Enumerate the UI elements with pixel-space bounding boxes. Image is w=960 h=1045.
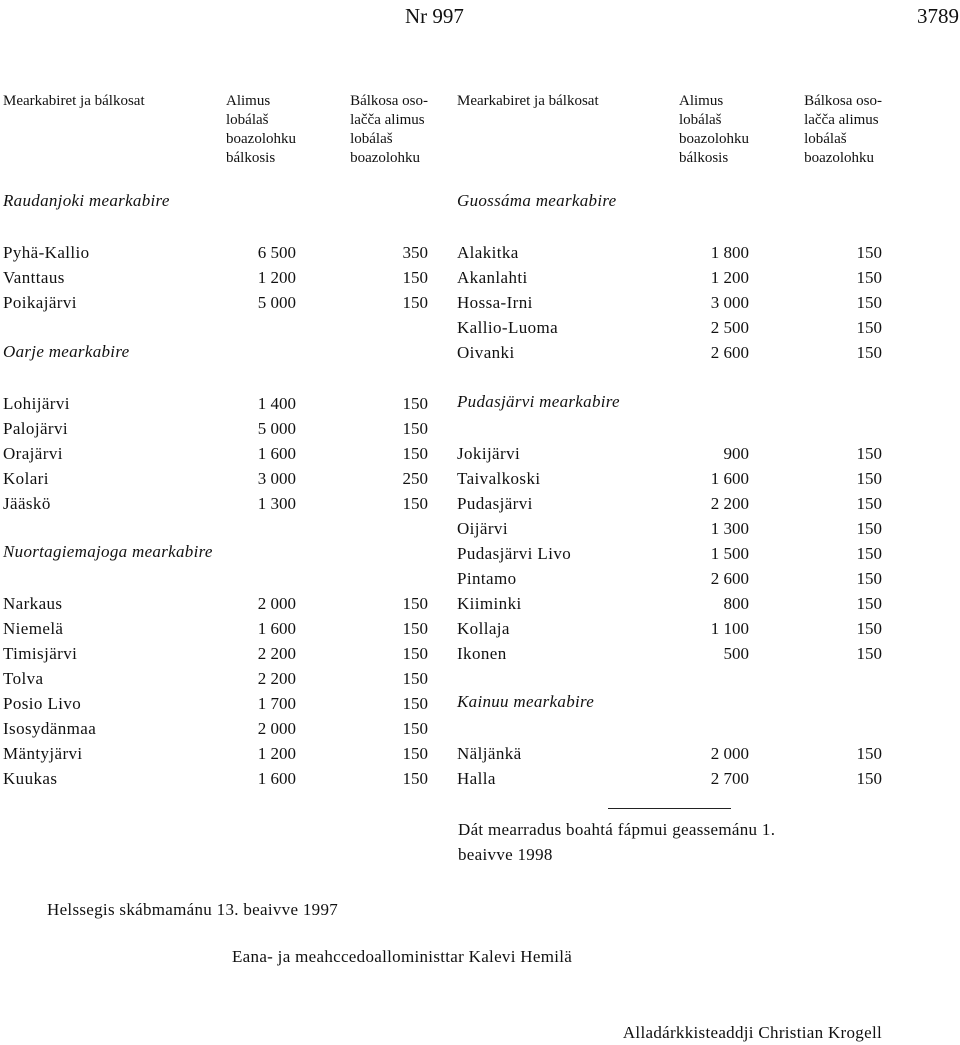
left-header-col-a: Alimus lobálaš boazolohku bálkosis [226,93,296,166]
table-row: Vanttaus 1 200 150 [3,268,428,287]
table-row: Orajärvi 1 600 150 [3,444,428,463]
table-row: Kiiminki 800 150 [457,594,882,613]
left-header-col-b: Bálkosa oso- lačča alimus lobálaš boazolohku [350,93,428,166]
table-row: Mäntyjärvi 1 200 150 [3,744,428,763]
table-row: Kolari 3 000 250 [3,469,428,488]
table-row: Pyhä-Kallio 6 500 350 [3,243,428,262]
table-row: Posio Livo 1 700 150 [3,694,428,713]
table-row: Pudasjärvi 2 200 150 [457,494,882,513]
table-row: Lohijärvi 1 400 150 [3,394,428,413]
official-signature: Alladárkkisteaddji Christian Krogell [622,1023,882,1042]
table-row: Tolva 2 200 150 [3,669,428,688]
page-number: 3789 [917,4,959,28]
table-row: Timisjärvi 2 200 150 [3,644,428,663]
section-title: Pudasjärvi mearkabire [457,392,620,411]
right-header-col-b: Bálkosa oso- lačča alimus lobálaš boazolohku [804,93,882,166]
table-row: Palojärvi 5 000 150 [3,419,428,438]
table-row: Niemelä 1 600 150 [3,619,428,638]
table-row: Hossa-Irni 3 000 150 [457,293,882,312]
minister-signature: Eana- ja meahccedoalloministtar Kalevi Hemilä [232,947,573,966]
table-row: Kollaja 1 100 150 [457,619,882,638]
table-row: Kuukas 1 600 150 [3,769,428,788]
table-row: Isosydänmaa 2 000 150 [3,719,428,738]
section-title: Oarje mearkabire [3,342,130,361]
right-header-name: Mearkabiret ja bálkosat [457,93,599,109]
divider [608,808,731,809]
table-row: Pintamo 2 600 150 [457,569,882,588]
section-title: Kainuu mearkabire [457,692,595,711]
table-row: Ikonen 500 150 [457,644,882,663]
table-row: Oijärvi 1 300 150 [457,519,882,538]
left-header-name: Mearkabiret ja bálkosat [3,93,145,109]
table-row: Kallio-Luoma 2 500 150 [457,318,882,337]
effective-note: Dát mearradus boahtá fápmui geassemánu 1. beaivve 1998 [458,820,776,864]
table-row: Halla 2 700 150 [457,769,882,788]
place-date: Helssegis skábmamánu 13. beaivve 1997 [47,900,339,919]
page-label: Nr 997 [405,4,464,28]
right-header-col-a: Alimus lobálaš boazolohku bálkosis [679,93,749,166]
section-title: Nuortagiemajoga mearkabire [3,542,213,561]
table-row: Näljänkä 2 000 150 [457,744,882,763]
table-row: Oivanki 2 600 150 [457,343,882,362]
section-title: Raudanjoki mearkabire [3,191,170,210]
table-row: Jääskö 1 300 150 [3,494,428,513]
table-row: Taivalkoski 1 600 150 [457,469,882,488]
table-row: Alakitka 1 800 150 [457,243,882,262]
section-title: Guossáma mearkabire [457,191,617,210]
table-row: Akanlahti 1 200 150 [457,268,882,287]
table-row: Narkaus 2 000 150 [3,594,428,613]
table-row: Pudasjärvi Livo 1 500 150 [457,544,882,563]
table-row: Poikajärvi 5 000 150 [3,293,428,312]
table-row: Jokijärvi 900 150 [457,444,882,463]
